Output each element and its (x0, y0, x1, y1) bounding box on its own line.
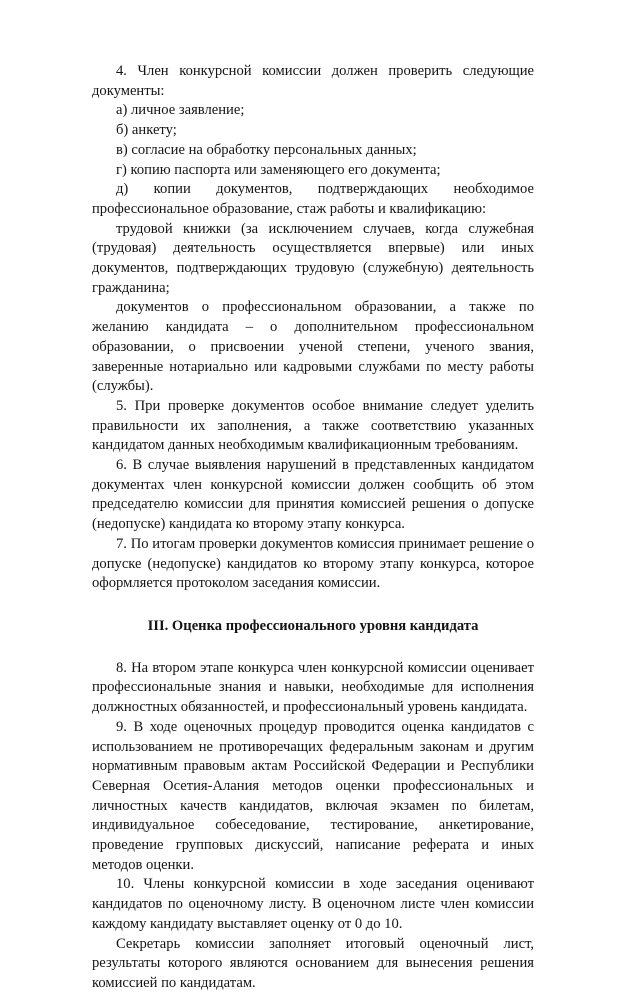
item-10: 10. Члены конкурсной комиссии в ходе заседания оценивают кандидатов по оценочному листу. В оценочном листе член комиссии каждому кандидату выставляет оценку от 0 до 10. (92, 876, 534, 932)
item-9: 9. В ходе оценочных процедур проводится оценка кандидатов с использованием не противоречащих федеральным законам и другим нормативным правовым актам Российской Федерации и Республики Северная Осетия-Алания методов оценки профессиональных и личностных качеств кандидатов, включая экзамен по билетам, индивидуальное собеседование, тестирование, анкетирование, проведение групповых дискуссий, написание реферата и иных методов оценки. (92, 718, 534, 873)
item-4-sub-education: документов о профессиональном образовании, а также по желанию кандидата – о дополнительном профессиональном образовании, о присвоении ученой степени, ученого звания, заверенные нотариально или кадровыми службами по месту работы (службы). (92, 299, 534, 395)
item-4-sub-work-book: трудовой книжки (за исключением случаев, когда служебная (трудовая) деятельность осуществляется впервые) или иных документов, подтверждающих трудовую (служебную) деятельность гражданина; (92, 220, 534, 296)
item-5: 5. При проверке документов особое внимание следует уделить правильности их заполнения, а также соответствию указанных кандидатом данных необходимым квалификационным требованиям. (92, 397, 534, 454)
secretary-paragraph: Секретарь комиссии заполняет итоговый оценочный лист, результаты которого являются основанием для вынесения решения комиссией по кандидатам. (92, 935, 534, 991)
item-4-e: д) копии документов, подтверждающих необходимое профессиональное образование, стаж работы и квалификацию: (92, 181, 534, 217)
item-8: 8. На втором этапе конкурса член конкурсной комиссии оценивает профессиональные знания и навыки, необходимые для исполнения должностных обязанностей, и профессиональный уровень кандидата. (92, 659, 534, 716)
item-7: 7. По итогам проверки документов комиссия принимает решение о допуске (недопуске) кандидатов ко второму этапу конкурса, которое оформляется протоколом заседания комиссии. (92, 535, 534, 592)
item-4-c: в) согласие на обработку персональных данных; (116, 141, 417, 158)
item-4-a: а) личное заявление; (116, 102, 245, 119)
section-3-heading: III. Оценка профессионального уровня кандидата (147, 617, 479, 634)
item-4-d-short: г) копию паспорта или заменяющего его документа; (116, 161, 441, 178)
item-4-b: б) анкету; (116, 122, 177, 139)
item-6: 6. В случае выявления нарушений в представленных кандидатом документах член конкурсной комиссии должен сообщить об этом председателю комиссии для принятия комиссией решения о допуске (недопуске) кандидата ко второму этапу конкурса. (92, 457, 534, 533)
item-4-intro: 4. Член конкурсной комиссии должен проверить следующие документы: (92, 63, 534, 99)
